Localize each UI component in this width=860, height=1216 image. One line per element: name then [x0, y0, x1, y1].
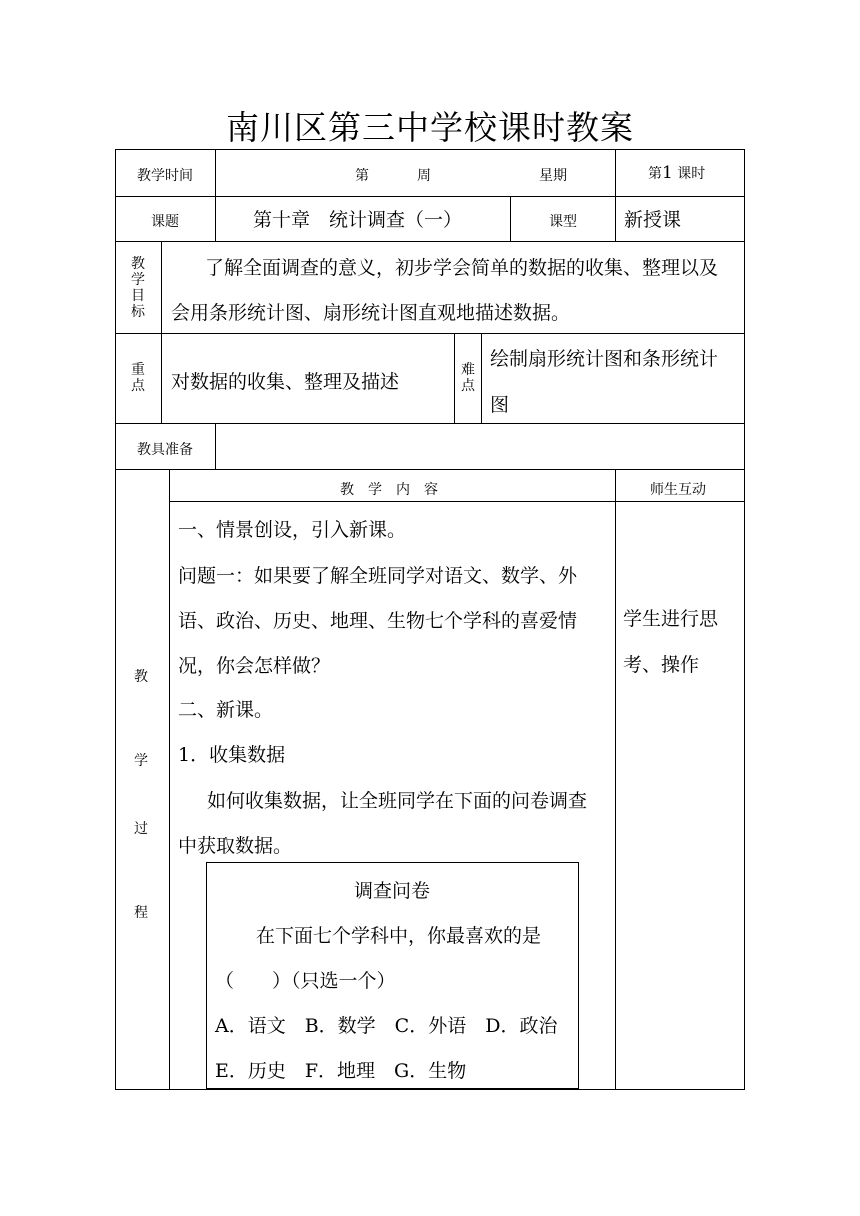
lesson-type-label: 课型 [549, 214, 577, 230]
objectives-line-1: 了解全面调查的意义，初步学会简单的数据的收集、整理以及 [205, 257, 719, 279]
content-line: 一、情景创设，引入新课。 [178, 519, 407, 541]
label-char: 学 [131, 272, 145, 288]
label-char: 点 [131, 378, 145, 394]
objectives-line-2: 会用条形统计图、扇形统计图直观地描述数据。 [171, 302, 571, 324]
table-border [115, 149, 116, 1090]
table-border [115, 333, 745, 334]
questionnaire-title: 调查问卷 [354, 880, 431, 902]
label-char: 教 [131, 256, 145, 272]
label-char: 难 [461, 362, 475, 378]
table-border [115, 423, 745, 424]
objectives-label [128, 256, 148, 320]
table-border [215, 423, 216, 469]
content-line: 问题一：如果要了解全班同学对语文、数学、外 [178, 565, 578, 587]
questionnaire-blank: （ ）（只选一个） [215, 970, 396, 992]
table-border [481, 333, 482, 423]
topic-value: 第十章 统计调查（一） [253, 209, 463, 231]
difficulties-line-1: 绘制扇形统计图和条形统计 [490, 348, 719, 370]
content-line: 中获取数据。 [178, 835, 293, 857]
table-border [169, 469, 170, 1089]
content-line: 1．收集数据 [178, 744, 286, 766]
week-prefix: 第 [355, 168, 369, 184]
lesson-period [648, 163, 705, 183]
content-line: 二、新课。 [178, 699, 274, 721]
questionnaire-question: 在下面七个学科中，你最喜欢的是 [256, 925, 542, 947]
content-header: 教 学 内 容 [340, 482, 438, 498]
table-border [744, 149, 745, 1090]
process-label-char: 过 [134, 821, 148, 837]
interaction-header: 师生互动 [650, 482, 706, 498]
table-border [615, 469, 616, 1089]
table-border [115, 241, 745, 242]
table-border [115, 196, 745, 197]
key-points-text: 对数据的收集、整理及描述 [171, 371, 400, 393]
table-border [615, 149, 616, 196]
process-label-char: 程 [134, 905, 148, 921]
period-number: 1 [662, 163, 673, 183]
lesson-type-value: 新授课 [624, 209, 682, 231]
table-border [454, 333, 455, 423]
topic-label: 课题 [151, 214, 179, 230]
table-border [215, 149, 216, 241]
table-border [115, 149, 745, 150]
content-line: 况，你会怎样做？ [178, 655, 331, 677]
difficulties-line-2: 图 [490, 394, 510, 416]
difficulties-label [458, 362, 478, 394]
content-line: 如何收集数据，让全班同学在下面的问卷调查 [188, 790, 588, 812]
key-points-label [128, 362, 148, 394]
teaching-time-label: 教学时间 [137, 168, 193, 184]
table-border [510, 196, 511, 241]
label-char: 点 [461, 378, 475, 394]
questionnaire-options-2: E．历史 F．地理 G．生物 [215, 1060, 467, 1082]
table-border [169, 501, 745, 502]
process-label-char: 教 [134, 669, 148, 685]
label-char: 目 [131, 288, 145, 304]
materials-label: 教具准备 [137, 442, 193, 458]
interaction-line-1: 学生进行思 [623, 608, 719, 630]
period-prefix: 第 [648, 166, 662, 182]
process-label-char: 学 [134, 753, 148, 769]
table-border [115, 469, 745, 470]
table-border [161, 241, 162, 423]
week-label: 周 [417, 168, 431, 184]
content-line: 语、政治、历史、地理、生物七个学科的喜爱情 [178, 610, 578, 632]
period-suffix: 课时 [677, 166, 706, 182]
label-char: 重 [131, 362, 145, 378]
questionnaire-options-1: A．语文 B．数学 C．外语 D．政治 [215, 1015, 558, 1037]
page-title: 南川区第三中学校课时教案 [226, 108, 634, 147]
interaction-line-2: 考、操作 [623, 654, 700, 676]
label-char: 标 [131, 304, 145, 320]
table-border [115, 1089, 745, 1090]
table-border [615, 196, 616, 241]
weekday-label: 星期 [539, 168, 567, 184]
